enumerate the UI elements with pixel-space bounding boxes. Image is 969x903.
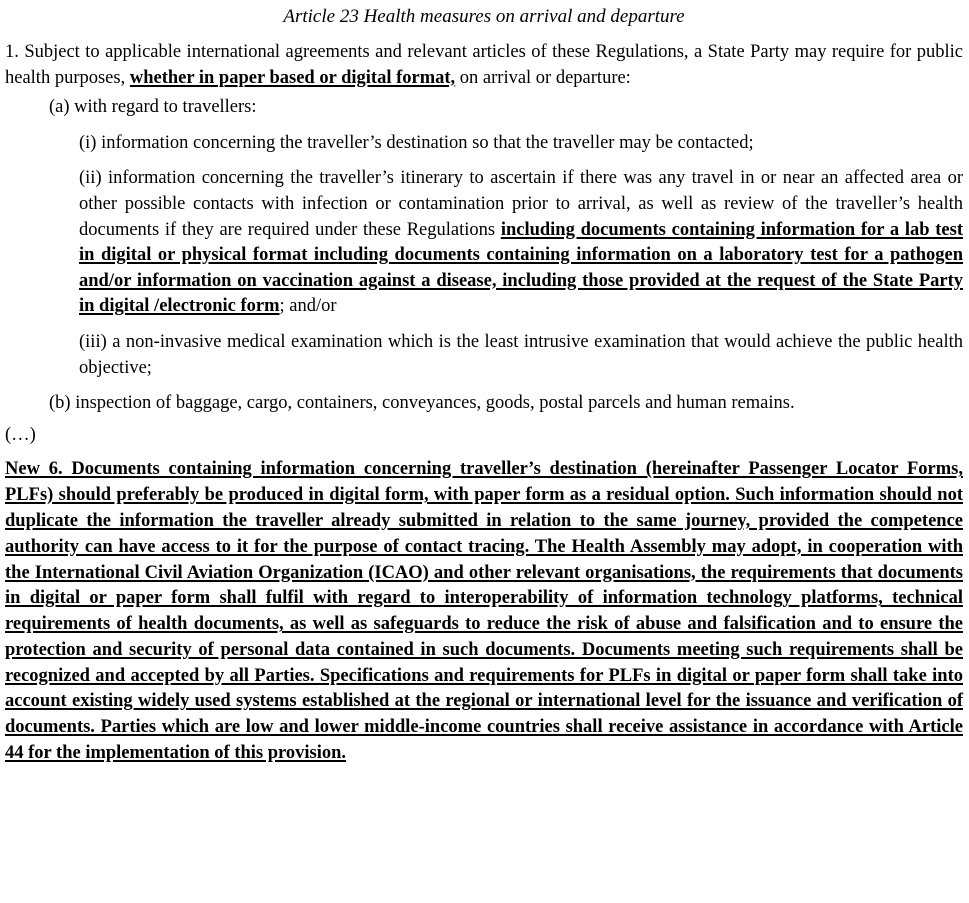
paragraph-1-text-end: on arrival or departure:	[455, 67, 631, 88]
item-ii-text-end: ; and/or	[279, 296, 337, 317]
item-ii-text: (ii) information concerning the traveller’s itinerary to ascertain if there was any travel in or near an affected area or other possible contacts with infection or contamination prior to arrival, as well as review of the traveller’s health documents if they are required under these Regulations	[79, 168, 963, 240]
new-paragraph-6: New 6. Documents containing information concerning traveller’s destination (hereinafter Passenger Locator Forms, PLFs) should preferably be produced in digital form, with paper form as a residual option. Such information should not duplicate the information the traveller already submitted in relation to the same journey, provided the competence authority can have access to it for the purpose of contact tracing. The Health Assembly may adopt, in cooperation with the International Civil Aviation Organization (ICAO) and other relevant organisations, the requirements that documents in digital or paper form shall fulfil with regard to interoperability of information technology platforms, technical requirements of health documents, as well as safeguards to reduce the risk of abuse and falsification and to ensure the protection and security of personal data contained in such documents. Documents meeting such requirements shall be recognized and accepted by all Parties. Specifications and requirements for PLFs in digital or paper form shall take into account existing widely used systems established at the regional or international level for the issuance and verification of documents. Parties which are low and lower middle-income countries shall receive assistance in accordance with Article 44 for the implementation of this provision.	[5, 459, 963, 764]
item-i-destination: (i) information concerning the traveller’s destination so that the traveller may be contacted;	[79, 132, 754, 153]
omission-marker: (…)	[5, 424, 36, 445]
item-ii-itinerary	[5, 166, 963, 320]
paragraph-1-text: 1. Subject to applicable international agreements and relevant articles of these Regulations, a State Party may require for public health purposes,	[5, 42, 963, 88]
item-a-travellers: (a) with regard to travellers:	[49, 97, 257, 118]
paragraph-1-insertion: whether in paper based or digital format,	[129, 67, 456, 88]
item-ii-insertion: including documents containing information for a lab test in digital or physical format including documents containing information on a laboratory test for a pathogen and/or information on vaccination against a disease, including those provided at the request of the State Party in digital /electronic form	[79, 219, 963, 317]
item-iii-examination: (iii) a non-invasive medical examination which is the least intrusive examination that would achieve the public health objective;	[79, 331, 963, 378]
item-b-inspection: (b) inspection of baggage, cargo, containers, conveyances, goods, postal parcels and human remains.	[49, 393, 795, 414]
article-title: Article 23 Health measures on arrival and departure	[283, 6, 685, 27]
paragraph-1	[5, 40, 963, 91]
